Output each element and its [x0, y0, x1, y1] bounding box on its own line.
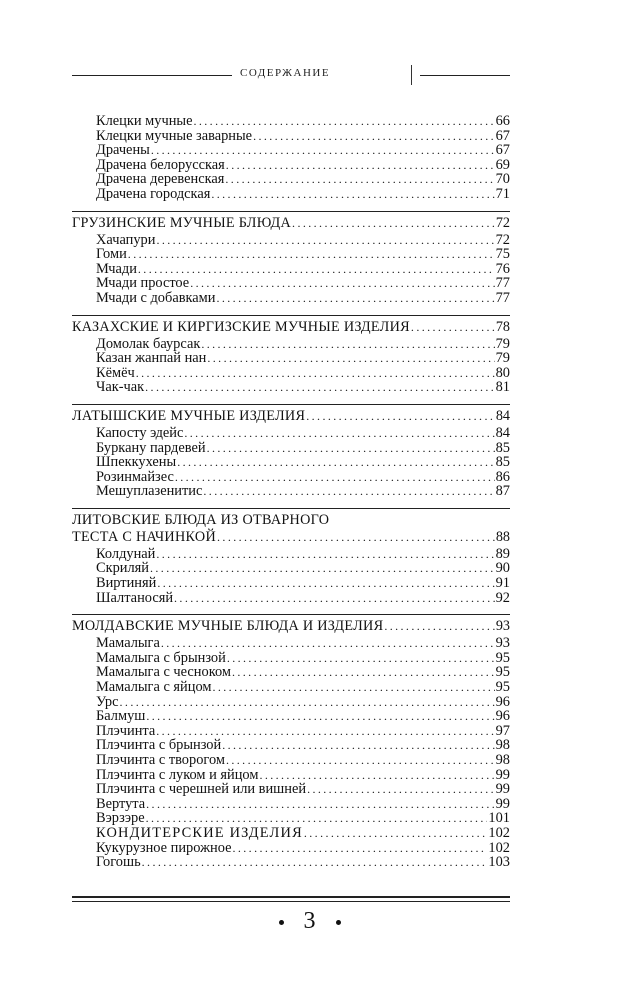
toc-entry-page: 86 [495, 468, 510, 485]
toc-entry [72, 576, 510, 591]
toc-entry-page: 70 [495, 171, 510, 188]
toc-entry [72, 695, 510, 710]
toc-entry-label: Мамалыга [96, 635, 160, 652]
bullet-icon [279, 920, 284, 925]
section-divider [72, 404, 510, 405]
toc-subheading [72, 826, 510, 841]
leader-dots [227, 651, 495, 666]
section-heading-label: ТЕСТА С НАЧИНКОЙ [72, 528, 217, 545]
leader-dots [136, 366, 495, 381]
toc-entry-page: 95 [495, 679, 510, 696]
toc-entry-label: Розинмайзес [96, 468, 174, 485]
leader-dots [177, 455, 494, 470]
toc-entry [72, 651, 510, 666]
leader-dots [217, 529, 495, 546]
leader-dots [138, 262, 495, 277]
toc-section-latvian [72, 408, 510, 499]
leader-dots [306, 408, 495, 425]
toc-entry [72, 247, 510, 262]
toc-entry [72, 561, 510, 576]
toc-entry [72, 811, 510, 826]
toc-entry-page: 90 [495, 560, 510, 577]
toc-entry-label: Урс [96, 693, 119, 710]
section-divider [72, 508, 510, 509]
toc-entry-page: 75 [495, 246, 510, 263]
toc-entry [72, 855, 510, 870]
toc-section-heading [72, 215, 510, 232]
toc-entry-label: Кёмёч [96, 364, 135, 381]
toc-entry-label: Мчади с добавками [96, 289, 216, 306]
toc-entry-page: 87 [495, 483, 510, 500]
toc-entry-label: Мешуплазенитис [96, 483, 203, 500]
toc-entry-page: 80 [495, 364, 510, 381]
toc-entry [72, 129, 510, 144]
toc-entry-label: Плэчинта с луком и яйцом [96, 766, 259, 783]
leader-dots [145, 380, 494, 395]
leader-dots [156, 547, 494, 562]
toc-entry [72, 426, 510, 441]
leader-dots [146, 709, 494, 724]
leader-dots [292, 215, 495, 232]
toc-entry-label: Плэчинта с творогом [96, 752, 225, 768]
toc-entry [72, 680, 510, 695]
leader-dots [150, 561, 495, 576]
toc-entry-page: 85 [495, 439, 510, 456]
toc-entry-label: Плэчинта с брынзой [96, 737, 222, 754]
toc-entry-label: Буркану пардевей [96, 439, 206, 456]
toc-entry [72, 455, 510, 470]
leader-dots [156, 724, 494, 739]
toc-entry-page: 67 [495, 142, 510, 159]
leader-dots [146, 811, 488, 826]
toc-entry [72, 337, 510, 352]
toc-section-heading [72, 408, 510, 425]
toc-entry [72, 484, 510, 499]
toc-entry [72, 709, 510, 724]
toc-entry-page: 71 [495, 185, 510, 202]
toc-entry-page: 85 [495, 454, 510, 471]
section-heading-label: КАЗАХСКИЕ И КИРГИЗСКИЕ МУЧНЫЕ ИЗДЕЛИЯ [72, 318, 410, 335]
section-divider [72, 614, 510, 615]
leader-dots [384, 618, 494, 635]
leader-dots [184, 426, 494, 441]
leader-dots [203, 484, 494, 499]
toc-pre-items [72, 114, 510, 202]
subheading-label: КОНДИТЕРСКИЕ ИЗДЕЛИЯ [96, 824, 303, 841]
toc-entry-page: 98 [495, 737, 510, 754]
header-rule-right [420, 75, 510, 76]
running-header-title: СОДЕРЖАНИЕ [240, 67, 331, 79]
section-heading-page: 72 [495, 214, 510, 231]
leader-dots [307, 782, 495, 797]
toc-entry-page: 89 [495, 545, 510, 562]
leader-dots [225, 172, 494, 187]
toc-entry-label: Мамалыга с яйцом [96, 679, 212, 696]
toc-entry-page: 77 [495, 275, 510, 292]
toc-entry-page: 102 [488, 839, 510, 856]
toc-entry-label: Капосту эдейс [96, 424, 184, 441]
toc-entry-label: Драчена городская [96, 185, 211, 202]
toc-entry [72, 797, 510, 812]
section-heading-page: 93 [495, 618, 510, 635]
toc-entry-page: 97 [495, 722, 510, 739]
toc-entry-label: Вертута [96, 795, 146, 812]
toc-entry [72, 591, 510, 606]
toc-entry-label: Плэчинта с черешней или вишней [96, 781, 307, 798]
bullet-icon [336, 920, 341, 925]
toc-entry [72, 665, 510, 680]
toc-entry-page: 99 [495, 766, 510, 783]
toc-entry-page: 81 [495, 379, 510, 396]
toc-entry [72, 753, 510, 768]
toc-entry-page: 96 [495, 693, 510, 710]
toc-entry-label: Домолак баурсак [96, 335, 201, 352]
toc-entry [72, 768, 510, 783]
leader-dots [304, 826, 488, 841]
leader-dots [175, 470, 495, 485]
section-heading-label: ЛАТЫШСКИЕ МУЧНЫЕ ИЗДЕЛИЯ [72, 407, 306, 424]
toc-entry-page: 76 [495, 260, 510, 277]
toc-entry [72, 636, 510, 651]
section-divider [72, 315, 510, 316]
toc-entry-page: 93 [495, 635, 510, 652]
toc-entry-label: Драчена белорусская [96, 156, 225, 173]
toc-entry-label: Мчади [96, 260, 137, 277]
leader-dots [174, 591, 495, 606]
leader-dots [226, 753, 495, 768]
leader-dots [212, 680, 494, 695]
section-heading-page: 88 [495, 528, 510, 545]
toc-entry-page: 91 [495, 575, 510, 592]
leader-dots [157, 576, 494, 591]
leader-dots [161, 636, 495, 651]
toc-entry [72, 276, 510, 291]
toc-entry-page: 77 [495, 289, 510, 306]
toc-entry-label: Казан жанпай нан [96, 350, 207, 367]
section-heading-label: МОЛДАВСКИЕ МУЧНЫЕ БЛЮДА И ИЗДЕЛИЯ [72, 618, 384, 635]
toc-entry-label: Чак-чак [96, 379, 145, 396]
leader-dots [193, 114, 494, 129]
footer-rule-thin [72, 901, 510, 902]
toc-entry-label: Мчади простое [96, 275, 190, 292]
toc-entry [72, 351, 510, 366]
toc-entry [72, 291, 510, 306]
leader-dots [259, 768, 494, 783]
page-number-block [0, 908, 619, 935]
toc-entry [72, 724, 510, 739]
leader-dots [190, 276, 494, 291]
toc-entry [72, 738, 510, 753]
toc-entry [72, 782, 510, 797]
toc-section-moldavian [72, 618, 510, 870]
toc-entry-label: Кукурузное пирожное [96, 839, 232, 856]
toc-section-heading [72, 618, 510, 635]
leader-dots [128, 247, 495, 262]
header-tick [411, 65, 412, 85]
toc-entry [72, 233, 510, 248]
toc-entry [72, 441, 510, 456]
toc-entry-page: 101 [488, 810, 510, 827]
leader-dots [142, 855, 488, 870]
footer-rules [72, 896, 510, 902]
toc-entry-page: 66 [495, 113, 510, 129]
toc-section-lithuanian [72, 512, 510, 605]
toc-entry [72, 380, 510, 395]
toc-section-heading [72, 319, 510, 336]
footer-rule-thick [72, 896, 510, 898]
leader-dots [207, 441, 495, 456]
toc-entry-label: Шалтаносяй [96, 589, 174, 606]
subheading-page: 102 [488, 824, 510, 841]
toc-entry-page: 96 [495, 708, 510, 725]
section-divider [72, 211, 510, 212]
toc-entry-page: 84 [495, 424, 510, 441]
toc-entry-page: 95 [495, 664, 510, 681]
toc-entry [72, 841, 510, 856]
leader-dots [211, 187, 494, 202]
toc-entry-page: 99 [495, 781, 510, 798]
section-heading-page: 84 [495, 407, 510, 424]
leader-dots [222, 738, 494, 753]
table-of-contents [72, 114, 510, 879]
toc-entry-label: Балмуш [96, 708, 146, 725]
toc-entry-page: 92 [495, 589, 510, 606]
toc-entry [72, 172, 510, 187]
leader-dots [216, 291, 494, 306]
leader-dots [120, 695, 495, 710]
running-header [72, 65, 510, 85]
toc-entry [72, 547, 510, 562]
section-heading-line1: ЛИТОВСКИЕ БЛЮДА ИЗ ОТВАРНОГО [72, 511, 330, 528]
toc-entry-page: 67 [495, 127, 510, 144]
toc-entry-page: 69 [495, 156, 510, 173]
toc-entry-label: Клецки мучные заварные [96, 127, 253, 144]
toc-entry [72, 470, 510, 485]
toc-entry-label: Колдунай [96, 545, 156, 562]
leader-dots [151, 143, 495, 158]
toc-entry-page: 79 [495, 335, 510, 352]
toc-entry-label: Драчена деревенская [96, 171, 225, 188]
toc-entry-page: 98 [495, 752, 510, 768]
leader-dots [253, 129, 495, 144]
toc-entry-label: Гогошь [96, 854, 141, 871]
leader-dots [146, 797, 494, 812]
toc-entry-page: 79 [495, 350, 510, 367]
toc-entry-label: Гоми [96, 246, 127, 263]
toc-entry-label: Хачапури [96, 231, 156, 248]
toc-entry [72, 114, 510, 129]
page-number: 3 [303, 908, 316, 934]
toc-entry-label: Драчены [96, 142, 150, 159]
toc-entry-page: 72 [495, 231, 510, 248]
section-heading-page: 78 [495, 318, 510, 335]
toc-entry-label: Клецки мучные [96, 113, 193, 129]
toc-entry-label: Вэрзэре [96, 810, 145, 827]
leader-dots [156, 233, 494, 248]
leader-dots [232, 841, 487, 856]
toc-section-georgian [72, 215, 510, 306]
toc-entry [72, 187, 510, 202]
toc-entry-label: Мамалыга с чесноком [96, 664, 231, 681]
leader-dots [207, 351, 494, 366]
toc-entry [72, 366, 510, 381]
toc-entry-label: Плэчинта [96, 722, 156, 739]
toc-entry-label: Шпеккухены [96, 454, 177, 471]
leader-dots [411, 319, 495, 336]
toc-section-heading [72, 529, 510, 546]
toc-section-kazakh [72, 319, 510, 395]
toc-entry-page: 99 [495, 795, 510, 812]
toc-entry [72, 158, 510, 173]
leader-dots [201, 337, 494, 352]
leader-dots [232, 665, 495, 680]
toc-entry-label: Мамалыга с брынзой [96, 649, 226, 666]
toc-entry-label: Скриляй [96, 560, 149, 577]
leader-dots [226, 158, 495, 173]
toc-entry [72, 143, 510, 158]
header-rule-left [72, 75, 232, 76]
toc-entry-label: Виртиняй [96, 575, 157, 592]
toc-entry-page: 103 [488, 854, 510, 871]
toc-entry [72, 262, 510, 277]
section-heading-label: ГРУЗИНСКИЕ МУЧНЫЕ БЛЮДА [72, 214, 292, 231]
toc-entry-page: 95 [495, 649, 510, 666]
